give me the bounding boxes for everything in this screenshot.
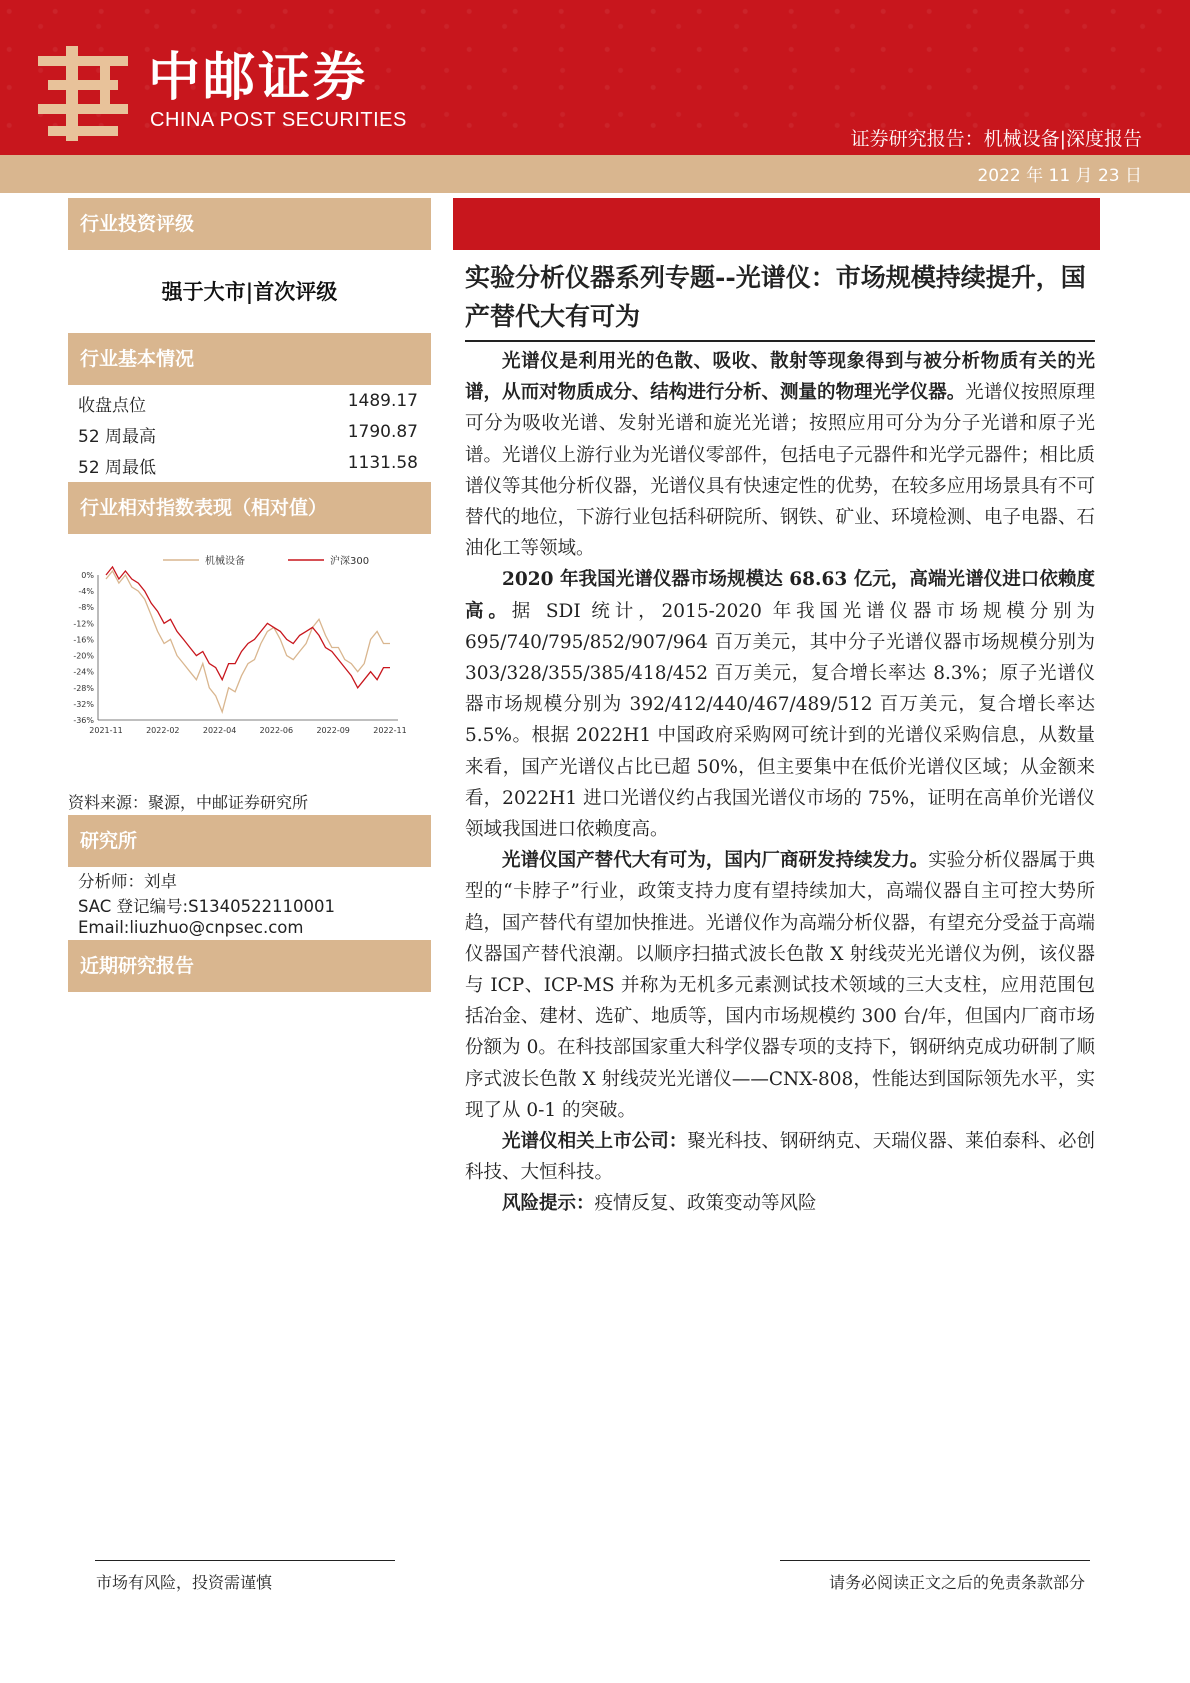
- y-tick-label: -24%: [73, 667, 94, 677]
- logo-chinese-name: 中邮证券: [148, 48, 369, 108]
- footer-disclaimer-note: 请务必阅读正文之后的免责条款部分: [828, 1573, 1085, 1592]
- analyst-sac: SAC 登记编号:S1340522110001: [78, 897, 336, 916]
- paragraph-text: 实验分析仪器属于典型的“卡脖子”行业，政策支持力度有望持续加大，高端仪器自主可控大势所趋，国产替代有望加快推进。光谱仪作为高端分析仪器，有望充分受益于高端仪器国产替代浪潮。以顺序扫描式波长色散 X 射线荧光光谱仪为例，该仪器与 ICP、ICP-MS 并称为无机多元素测试技术领域的三大支柱，应用范围包括冶金、建材、选矿、地质等，国内市场规模约 300 台/年，但国内厂商市场份额为 0。在科技部国家重大科学仪器专项的支持下，钢研纳克成功研制了顺序式波长色散 X 射线荧光光谱仪——CNX-808，性能达到国际领先水平，实现了从 0-1 的突破。: [465, 850, 1095, 1121]
- industry-rating: 强于大市|首次评级: [161, 279, 338, 304]
- paragraph-text: 据 SDI 统计，2015-2020 年我国光谱仪器市场规模分别为 695/740/795/852/907/964 百万美元，其中分子光谱仪器市场规模分别为 303/328/355/385/418/452 百万美元，复合增长率达 8.3%；原子光谱仪器市场规模分别为 392/412/440/467/489/512 百万美元，复合增长率达 5.5%。根据 2022H1 中国政府采购网可统计到的光谱仪采购信息，从数量来看，国产光谱仪占比已超 50%，但主要集中在低价光谱仪区域；从金额来看，2022H1 进口光谱仪约占我国光谱仪市场的 75%，证明在高单价光谱仪领域我国进口依赖度高。: [465, 600, 1095, 841]
- basic-row-high: [78, 422, 418, 450]
- paragraph-lead: 风险提示：: [502, 1193, 595, 1215]
- footer-rule-left: [95, 1560, 395, 1561]
- basic-row-close: [78, 391, 418, 419]
- y-tick-label: -12%: [73, 619, 94, 629]
- relative-index-chart: [68, 545, 408, 745]
- legend-label: 机械设备: [205, 556, 245, 567]
- section-head-recent-reports: 近期研究报告: [68, 940, 431, 992]
- y-tick-label: -8%: [78, 603, 94, 613]
- basic-label: 52 周最低: [78, 458, 157, 478]
- x-tick-label: 2022-06: [259, 726, 294, 735]
- summary-paragraph: [465, 1126, 1095, 1188]
- summary-paragraph: [465, 1188, 1095, 1219]
- legend-label: 沪深300: [330, 556, 370, 567]
- footer-risk-note: 市场有风险，投资需谨慎: [96, 1573, 273, 1592]
- paragraph-lead: 光谱仪是利用光的色散、吸收、散射等现象得到与被分析物质有关的光谱，从而对物质成分、结构进行分析、测量的物理光学仪器。: [465, 351, 1095, 404]
- summary-paragraph: [465, 346, 1095, 564]
- section-head-basic: 行业基本情况: [68, 333, 431, 385]
- y-tick-label: -32%: [73, 699, 94, 709]
- title-divider: [465, 340, 1095, 342]
- y-tick-label: -36%: [73, 716, 94, 725]
- basic-value: 1790.87: [347, 422, 418, 442]
- paragraph-text: 光谱仪按照原理可分为吸收光谱、发射光谱和旋光光谱；按照应用可分为分子光谱和原子光谱。光谱仪上游行业为光谱仪零部件，包括电子元器件和光学元器件；相比质谱仪等其他分析仪器，光谱仪具有快速定性的优势，在较多应用场景具有不可替代的地位，下游行业包括科研院所、钢铁、矿业、环境检测、电子电器、石油化工等领域。: [465, 382, 1095, 560]
- section-head-research: 研究所: [68, 815, 431, 867]
- y-tick-label: -20%: [73, 651, 94, 661]
- report-type: 证券研究报告：机械设备|深度报告: [850, 128, 1142, 150]
- section-head-rating: 行业投资评级: [68, 198, 431, 250]
- title-red-bar: [453, 198, 1100, 250]
- x-tick-label: 2021-11: [89, 726, 123, 735]
- section-head-performance: 行业相对指数表现（相对值）: [68, 482, 431, 534]
- paragraph-lead: 光谱仪相关上市公司：: [502, 1131, 688, 1153]
- x-tick-label: 2022-09: [316, 726, 350, 735]
- paragraph-lead: 2020 年我国光谱仪器市场规模达 68.63 亿元，高端光谱仪进口依赖度高。: [465, 569, 1095, 622]
- summary-paragraph: [465, 564, 1095, 845]
- basic-label: 收盘点位: [78, 396, 146, 416]
- footer-rule-right: [780, 1560, 1090, 1561]
- chart-source: 资料来源：聚源，中邮证券研究所: [68, 793, 309, 812]
- y-tick-label: -28%: [73, 683, 94, 693]
- summary-paragraph: [465, 845, 1095, 1126]
- y-tick-label: 0%: [81, 571, 94, 580]
- x-tick-label: 2022-11: [373, 726, 407, 735]
- paragraph-text: 聚光科技、钢研纳克、天瑞仪器、莱伯泰科、必创科技、大恒科技。: [465, 1131, 1095, 1184]
- analyst-name: 分析师：刘卓: [78, 872, 177, 891]
- china-post-logo-icon: [38, 46, 128, 141]
- basic-value: 1131.58: [347, 453, 418, 473]
- paragraph-text: 疫情反复、政策变动等风险: [594, 1193, 817, 1215]
- report-summary: [465, 346, 1095, 1220]
- paragraph-lead: 光谱仪国产替代大有可为，国内厂商研发持续发力。: [502, 850, 929, 872]
- report-title: 实验分析仪器系列专题--光谱仪：市场规模持续提升，国产替代大有可为: [465, 263, 1086, 331]
- analyst-email[interactable]: Email:liuzhuo@cnpsec.com: [78, 918, 304, 937]
- series-line-machinery: [106, 571, 390, 712]
- series-line-csi300: [106, 567, 390, 688]
- logo-english-name: CHINA POST SECURITIES: [150, 109, 407, 131]
- x-tick-label: 2022-04: [202, 726, 237, 735]
- basic-label: 52 周最高: [78, 427, 157, 447]
- basic-value: 1489.17: [347, 391, 418, 411]
- basic-row-low: [78, 453, 418, 481]
- y-tick-label: -16%: [73, 635, 94, 645]
- x-tick-label: 2022-02: [146, 726, 180, 735]
- y-tick-label: -4%: [78, 587, 94, 597]
- report-date: 2022 年 11 月 23 日: [977, 166, 1142, 186]
